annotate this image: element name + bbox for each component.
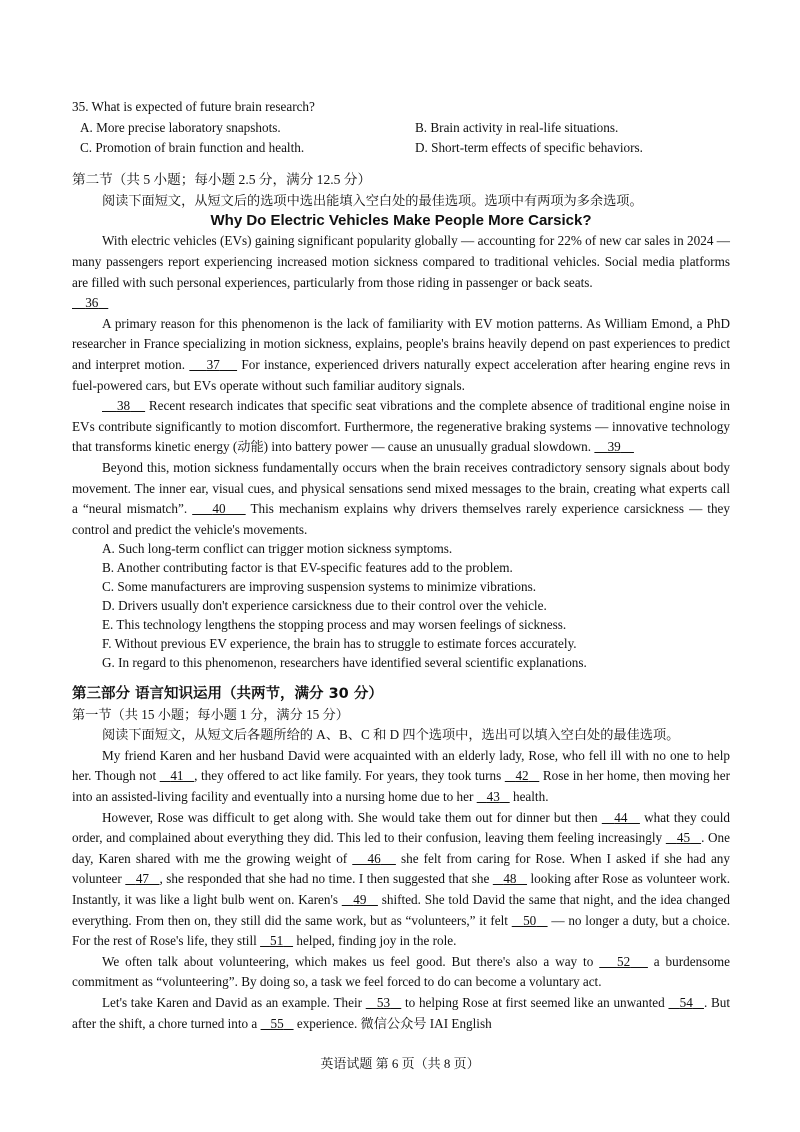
cloze-paragraph-3: We often talk about volunteering, which makes us feel good. But there's also a way to 52 a burdensome commitment as “volunteering”. By doing so, a task we feel forced to do can become a voluntary act. [72, 953, 731, 990]
blank-40: 40 [212, 501, 226, 517]
blank-37: 37 [206, 356, 220, 372]
option-c: C. Some manufacturers are improving suspension systems to minimize vibrations. [102, 579, 537, 595]
option-g: G. In regard to this phenomenon, researchers have identified several scientific explanations. [102, 654, 587, 670]
blank-53: 53 [376, 994, 391, 1010]
blank-49: 49 [353, 891, 367, 907]
option-a: A. Such long-term conflict can trigger motion sickness symptoms. [102, 541, 453, 557]
blank-39: 39 [607, 439, 621, 455]
blank-42: 42 [515, 768, 529, 784]
blank-44: 44 [614, 809, 628, 825]
blank-45: 45 [676, 830, 691, 846]
option-b: B. Another contributing factor is that EV-specific features add to the problem. [102, 560, 513, 576]
blank-36: 36 [85, 295, 99, 311]
blank-54: 54 [679, 994, 693, 1010]
q35-option-a: A. More precise laboratory snapshots. [80, 119, 281, 135]
part3-instruction: 阅读下面短文，从短文后各题所给的 A、B、C 和 D 四个选项中，选出可以填入空白处的最佳选项。 [102, 727, 680, 743]
cloze-paragraph-1: My friend Karen and her husband David were acquainted with an elderly lady, Rose, who fell ill with no one to help her. Though not 41 , they offered to act like family. For years, they took turns 42 Rose in her home, then moving her into an assisted-living facility and eventually into a nursing home due to her 43 health. [72, 747, 730, 804]
paragraph-text: Recent research indicates that specific seat vibrations and the complete absence of traditional engine noise in EVs contribute significantly to motion discomfort. Furthermore, the regenerative braking systems — innovative technology that transforms kinetic energy (动能) into battery power — cause an unusually gradual slowdown. [72, 398, 730, 455]
paragraph-text: This mechanism explains why drivers themselves rarely experience carsickness — they control and predict the vehicle's movements. [72, 501, 730, 537]
q35-options-row1 [72, 118, 730, 139]
q35-option-d: D. Short-term effects of specific behaviors. [415, 140, 643, 156]
option-e: E. This technology lengthens the stopping process and may worsen feelings of sickness. [102, 616, 567, 632]
paragraph-text: Beyond this, motion sickness fundamentally occurs when the brain receives contradictory sensory signals about body movement. The inner ear, visual cues, and physical sensations send mixed messages to the brain, creating what experts call a “neural mismatch”. [72, 459, 730, 517]
blank-46: 46 [367, 850, 381, 866]
passage-paragraph-4 [72, 458, 730, 540]
blank-48: 48 [503, 871, 517, 887]
part3-header: 第三部分 语言知识运用（共两节，满分 30 分） [72, 685, 383, 702]
passage-paragraph-3 [72, 396, 730, 458]
paragraph-text: For instance, experienced drivers naturally expect acceleration after hearing engine revs in fuel-powered cars, but EVs operate without such familiar auditory signals. [72, 356, 731, 393]
passage-paragraph-1 [72, 231, 730, 313]
blank-38: 38 [116, 398, 131, 414]
part3-subheader: 第一节（共 15 小题；每小题 1 分，满分 15 分） [72, 706, 349, 722]
q35-option-b: B. Brain activity in real-life situations. [415, 119, 619, 135]
option-d: D. Drivers usually don't experience carsickness due to their control over the vehicle. [102, 598, 547, 613]
section2-header: 第二节（共 5 小题；每小题 2.5 分，满分 12.5 分） [72, 171, 372, 187]
blank-51: 51 [269, 933, 284, 949]
paragraph-text: A primary reason for this phenomenon is the lack of familiarity with EV motion patterns. As William Emond, a PhD researcher in France specializing in motion sickness, explains, people's brains heavily depend on past experiences to predict and interpret motion. [72, 315, 730, 372]
passage-paragraph-2 [72, 314, 730, 396]
q35-options-row2 [72, 138, 730, 159]
blank-50: 50 [523, 912, 537, 928]
blank-55: 55 [270, 1015, 284, 1031]
cloze-paragraph-4: Let's take Karen and David as an example. Their 53 to helping Rose at first seemed like an unwanted 54 . But after the shift, a chore turned into a 55 experience. 微信公众号 IAI English [72, 994, 731, 1031]
paragraph-text: With electric vehicles (EVs) gaining significant popularity globally — accounting for 22% of new car sales in 2024 — many passengers report experiencing increased motion sickness compared to traditional vehicles. Social media platforms are filled with such personal experiences, particularly from those riding in passenger or back seats. [72, 233, 730, 290]
blank-47: 47 [135, 871, 149, 887]
answer-options [72, 540, 730, 672]
option-f: F. Without previous EV experience, the brain has to struggle to estimate forces accurately. [102, 635, 577, 651]
page-footer: 英语试题 第 6 页（共 8 页） [320, 1056, 480, 1071]
blank-43: 43 [486, 789, 500, 804]
section2-instruction: 阅读下面短文，从短文后的选项中选出能填入空白处的最佳选项。选项中有两项为多余选项。 [102, 192, 643, 208]
blank-41: 41 [170, 768, 184, 784]
cloze-paragraph-2: However, Rose was difficult to get along with. She would take them out for dinner but then 44 what they could order, and complained about everything they did. This led to their confusion, leaving them feeling increasingly 45 . One day, Karen shared with me the growing weight of 46 she felt from caring for Rose. When I asked if she had any volunteer 47 , she responded that she had no time. I then suggested that she 48 looking after Rose as volunteer work. Instantly, it was like a light bulb went on. Karen's 49 shifted. She told David the same that night, and the idea changed everything. From then on, they still did the same work, but as “volunteers,” it felt 50 — no longer a duty, but a choice. For the rest of Rose's life, they still 51 helped, finding joy in the role. [72, 809, 731, 949]
q35-option-c: C. Promotion of brain function and health. [80, 140, 305, 156]
q35-stem: 35. What is expected of future brain research? [72, 99, 315, 114]
passage-title: Why Do Electric Vehicles Make People More Carsick? [210, 212, 592, 230]
blank-52: 52 [616, 953, 631, 969]
